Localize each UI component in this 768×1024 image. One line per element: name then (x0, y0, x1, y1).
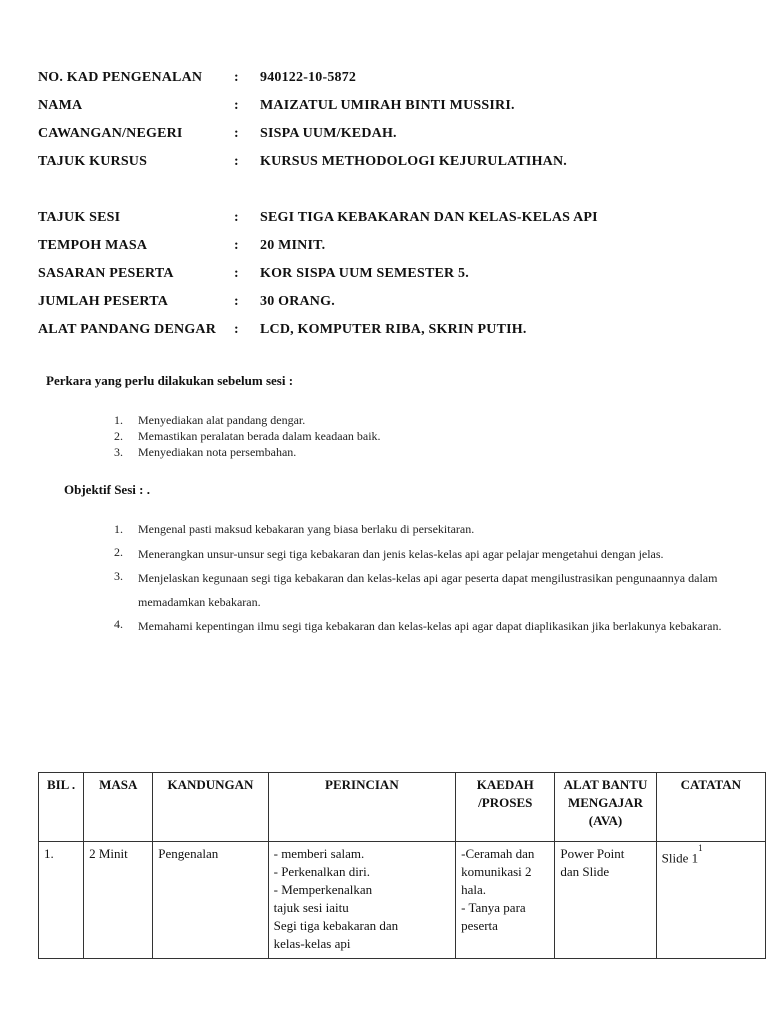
list-item (114, 566, 726, 614)
cell-line: Power Point (560, 846, 625, 861)
list-text: Menyediakan alat pandang dengar. (138, 413, 306, 427)
list-text: Mengenal pasti maksud kebakaran yang biasa berlaku di persekitaran. (138, 522, 475, 536)
cell-line: komunikasi 2 (461, 864, 532, 879)
cell-line: - Memperkenalkan (273, 882, 373, 897)
list-item (114, 542, 726, 566)
cell-masa: 2 Minit (84, 842, 153, 959)
pre-session-list (114, 412, 674, 460)
header-bil: BIL . (39, 773, 84, 842)
info-value: 940122-10-5872 (260, 70, 357, 85)
list-text: Menjelaskan kegunaan segi tiga kebakaran dan kelas-kelas api agar peserta dapat mengilustrasikan pengunaannya dalam memadamkan kebakaran. (138, 571, 718, 609)
objectives-list (114, 519, 726, 638)
cell-kaedah (456, 842, 555, 959)
info-row (38, 262, 738, 290)
info-label: NO. KAD PENGENALAN (38, 70, 203, 85)
cell-line: Segi tiga kebakaran dan (273, 918, 399, 933)
list-number: 3. (114, 569, 123, 583)
info-row (38, 94, 738, 122)
list-item (114, 428, 674, 444)
info-row (38, 206, 738, 234)
header-kandungan: KANDUNGAN (153, 773, 268, 842)
catatan-text: Slide 1 (661, 850, 699, 866)
info-label: TAJUK SESI (38, 210, 121, 225)
info-row (38, 234, 738, 262)
list-item (114, 519, 726, 539)
info-colon: : (234, 322, 239, 337)
header-catatan: CATATAN (656, 773, 765, 842)
header-alat-bantu: ALAT BANTU MENGAJAR (AVA) (555, 773, 656, 842)
info-colon: : (234, 126, 239, 141)
info-value: KOR SISPA UUM SEMESTER 5. (260, 266, 469, 281)
objectives-heading: Objektif Sesi : . (64, 482, 150, 497)
list-number: 2. (114, 429, 123, 443)
info-label: TEMPOH MASA (38, 238, 148, 253)
list-text: Menerangkan unsur-unsur segi tiga kebakaran dan jenis kelas-kelas api agar pelajar mengetahui dengan jelas. (138, 547, 664, 561)
info-value: KURSUS METHODOLOGI KEJURULATIHAN. (260, 154, 567, 169)
cell-bil: 1. (39, 842, 84, 959)
list-number: 1. (114, 413, 123, 427)
info-value: LCD, KOMPUTER RIBA, SKRIN PUTIH. (260, 322, 527, 337)
cell-line: - Perkenalkan diri. (273, 864, 370, 879)
cell-line: -Ceramah dan (461, 846, 535, 861)
info-colon: : (234, 98, 239, 113)
footnote-marker: 1 (698, 843, 703, 853)
cell-line: - Tanya para (461, 900, 526, 915)
header-perincian: PERINCIAN (268, 773, 456, 842)
list-number: 2. (114, 545, 123, 559)
cell-line: peserta (461, 918, 498, 933)
info-label: ALAT PANDANG DENGAR (38, 322, 217, 337)
info-colon: : (234, 210, 239, 225)
info-label: TAJUK KURSUS (38, 154, 148, 169)
info-value: MAIZATUL UMIRAH BINTI MUSSIRI. (260, 98, 515, 113)
info-row (38, 122, 738, 150)
info-label: JUMLAH PESERTA (38, 294, 169, 309)
info-row (38, 66, 738, 94)
info-value: SEGI TIGA KEBAKARAN DAN KELAS-KELAS API (260, 210, 598, 225)
cell-alat-bantu (555, 842, 656, 959)
info-row (38, 290, 738, 318)
cell-line: dan Slide (560, 864, 610, 879)
info-value: SISPA UUM/KEDAH. (260, 126, 397, 141)
header-kaedah: KAEDAH /PROSES (456, 773, 555, 842)
list-text: Memastikan peralatan berada dalam keadaan baik. (138, 429, 381, 443)
cell-line: hala. (461, 882, 487, 897)
cell-kandungan: Pengenalan (153, 842, 268, 959)
list-number: 3. (114, 445, 123, 459)
list-item (114, 614, 726, 638)
info-label: CAWANGAN/NEGERI (38, 126, 183, 141)
info-colon: : (234, 266, 239, 281)
cell-line: kelas-kelas api (273, 936, 351, 951)
info-row (38, 150, 738, 178)
list-text: Memahami kepentingan ilmu segi tiga kebakaran dan kelas-kelas api agar dapat diaplikasikan jika berlakunya kebakaran. (138, 619, 722, 633)
table-row (39, 842, 766, 959)
pre-session-heading: Perkara yang perlu dilakukan sebelum sesi : (46, 373, 294, 388)
info-colon: : (234, 70, 239, 85)
info-colon: : (234, 154, 239, 169)
info-label: NAMA (38, 98, 83, 113)
table-header-row (39, 773, 766, 842)
info-block (38, 66, 738, 346)
list-number: 4. (114, 617, 123, 631)
list-item (114, 444, 674, 460)
cell-line: - memberi salam. (273, 846, 365, 861)
header-masa: MASA (84, 773, 153, 842)
cell-catatan (656, 842, 765, 959)
list-text: Menyediakan nota persembahan. (138, 445, 297, 459)
info-colon: : (234, 238, 239, 253)
info-value: 20 MINIT. (260, 238, 326, 253)
info-colon: : (234, 294, 239, 309)
cell-line: tajuk sesi iaitu (273, 900, 349, 915)
info-label: SASARAN PESERTA (38, 266, 174, 281)
list-item (114, 412, 674, 428)
list-number: 1. (114, 522, 123, 536)
lesson-plan-table (38, 772, 766, 959)
cell-perincian (268, 842, 456, 959)
info-row (38, 318, 738, 346)
info-value: 30 ORANG. (260, 294, 335, 309)
